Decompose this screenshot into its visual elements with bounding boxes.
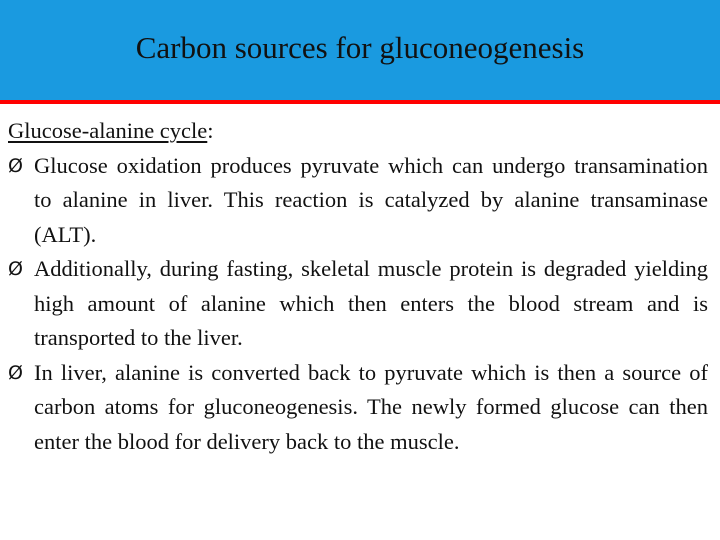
subheading-colon: :: [207, 118, 214, 143]
arrow-bullet-icon: Ø: [8, 154, 23, 177]
section-subheading: [8, 114, 708, 149]
arrow-bullet-icon: Ø: [8, 258, 23, 280]
slide-content: [8, 114, 708, 459]
subheading-text: Glucose-alanine cycle: [8, 118, 208, 143]
title-divider: [0, 100, 720, 104]
bullet-item: [8, 252, 708, 356]
bullet-item: [8, 356, 708, 460]
slide-title: Carbon sources for gluconeogenesis: [135, 30, 585, 65]
title-bar: [0, 0, 720, 100]
bullet-text: Glucose oxidation produces pyruvate which can undergo transamination to alanine in liver. This reaction is catalyzed by alanine transaminase (ALT).: [34, 152, 708, 247]
bullet-text: In liver, alanine is converted back to pyruvate which is then a source of carbon atoms for gluconeogenesis. The newly formed glucose can then enter the blood for delivery back to the muscle.: [34, 359, 708, 454]
bullet-item: [8, 149, 708, 253]
arrow-bullet-icon: Ø: [8, 361, 23, 384]
bullet-list: [8, 149, 708, 460]
bullet-text: Additionally, during fasting, skeletal muscle protein is degraded yielding high amount of alanine which then enters the blood stream and is transported to the liver.: [34, 256, 708, 350]
